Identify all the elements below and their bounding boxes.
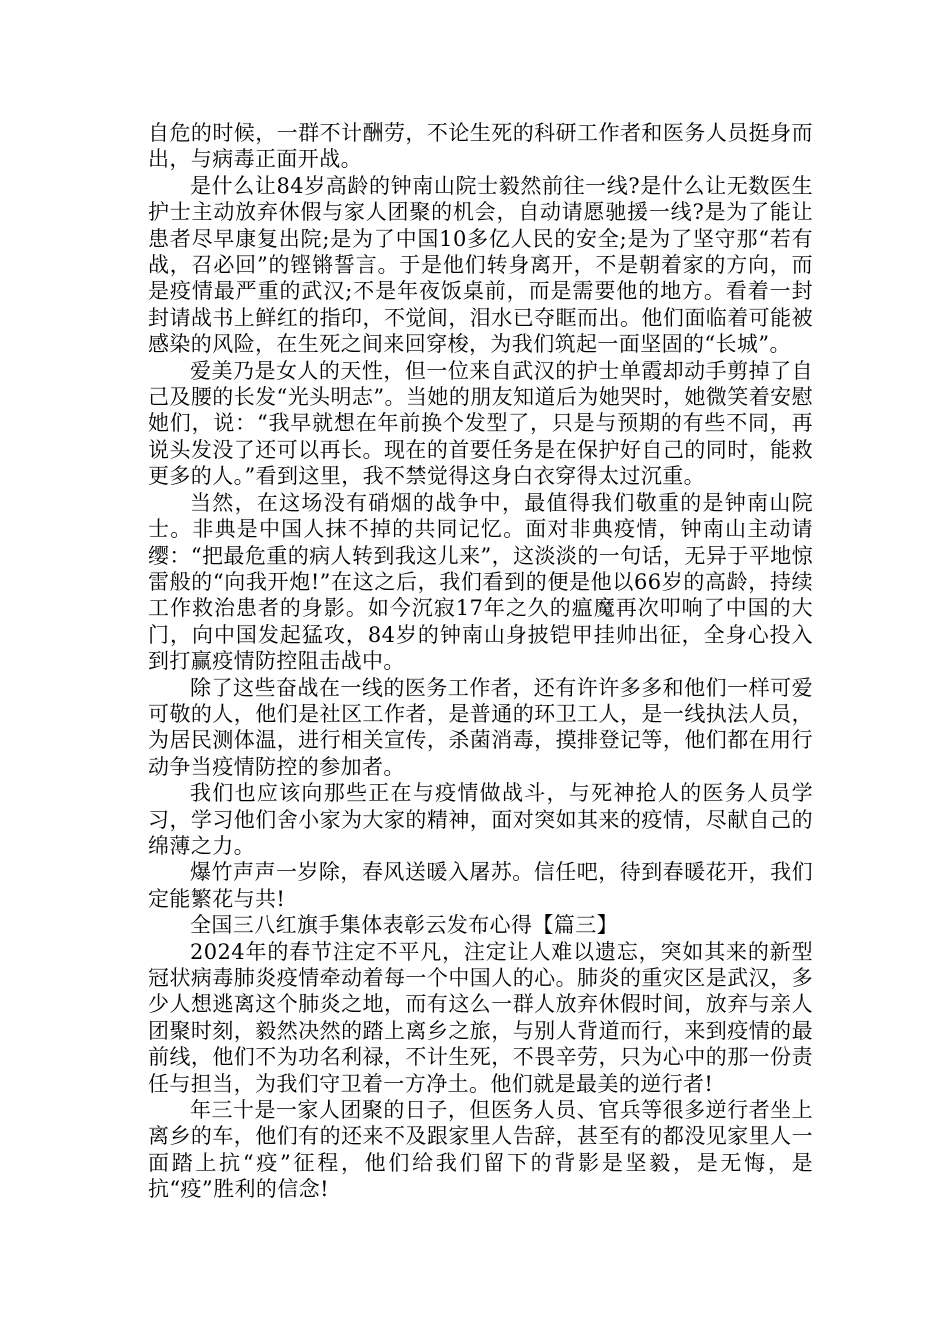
- paragraph-8: 2024年的春节注定不平凡，注定让人难以遗忘，突如其来的新型冠状病毒肺炎疫情牵动着每一个中国人的心。肺炎的重灾区是武汉，多少人想逃离这个肺炎之地，而有这么一群人放弃休假时间，放弃与亲人团聚时刻，毅然决然的踏上离乡之旅，与别人背道而行，来到疫情的最前线，他们不为功名利禄，不计生死，不畏辛劳，只为心中的那一份责任与担当，为我们守卫着一方净土。他们就是最美的逆行者!: [148, 939, 813, 1096]
- document-page: [148, 120, 813, 1203]
- paragraph-3: 爱美乃是女人的天性，但一位来自武汉的护士单霞却动手剪掉了自己及腰的长发“光头明志”。当她的朋友知道后为她哭时，她微笑着安慰她们，说：“我早就想在年前换个发型了，只是与预期的有些不同，再说头发没了还可以再长。现在的首要任务是在保护好自己的同时，能救更多的人。”看到这里，我不禁觉得这身白衣穿得太过沉重。: [148, 358, 813, 489]
- paragraph-6: 我们也应该向那些正在与疫情做战斗，与死神抢人的医务人员学习，学习他们舍小家为大家的精神，面对突如其来的疫情，尽献自己的绵薄之力。: [148, 781, 813, 858]
- paragraph-2: 是什么让84岁高龄的钟南山院士毅然前往一线?是什么让无数医生护士主动放弃休假与家人团聚的机会，自动请愿驰援一线?是为了能让患者尽早康复出院;是为了中国10多亿人民的安全;是为了坚守那“若有战，召必回”的铿锵誓言。于是他们转身离开，不是朝着家的方向，而是疫情最严重的武汉;不是年夜饭桌前，而是需要他的地方。看着一封封请战书上鲜红的指印，不觉间，泪水已夺眶而出。他们面临着可能被感染的风险，在生死之间来回穿梭，为我们筑起一面坚固的“长城”。: [148, 173, 813, 357]
- paragraph-5: 除了这些奋战在一线的医务工作者，还有许许多多和他们一样可爱可敬的人，他们是社区工作者，是普通的环卫工人，是一线执法人员，为居民测体温，进行相关宣传，杀菌消毒，摸排登记等，他们都在用行动争当疫情防控的参加者。: [148, 675, 813, 779]
- paragraph-1: 自危的时候，一群不计酬劳，不论生死的科研工作者和医务人员挺身而出，与病毒正面开战。: [148, 121, 813, 172]
- paragraph-9: 年三十是一家人团聚的日子，但医务人员、官兵等很多逆行者坐上离乡的车，他们有的还来不及跟家里人告辞，甚至有的都没见家里人一面踏上抗“疫”征程，他们给我们留下的背影是坚毅，是无悔，是抗“疫”胜利的信念!: [148, 1098, 813, 1202]
- section-heading: 全国三八红旗手集体表彰云发布心得【篇三】: [190, 913, 618, 938]
- paragraph-7: 爆竹声声一岁除，春风送暖入屠苏。信任吧，待到春暖花开，我们定能繁花与共!: [148, 860, 813, 911]
- paragraph-4: 当然，在这场没有硝烟的战争中，最值得我们敬重的是钟南山院士。非典是中国人抹不掉的共同记忆。面对非典疫情，钟南山主动请缨：“把最危重的病人转到我这儿来”，这淡淡的一句话，无异于平地惊雷般的“向我开炮!”在这之后，我们看到的便是他以66岁的高龄，持续工作救治患者的身影。如今沉寂17年之久的瘟魔再次叩响了中国的大门，向中国发起猛攻，84岁的钟南山身披铠甲挂帅出征，全身心投入到打赢疫情防控阻击战中。: [148, 490, 813, 674]
